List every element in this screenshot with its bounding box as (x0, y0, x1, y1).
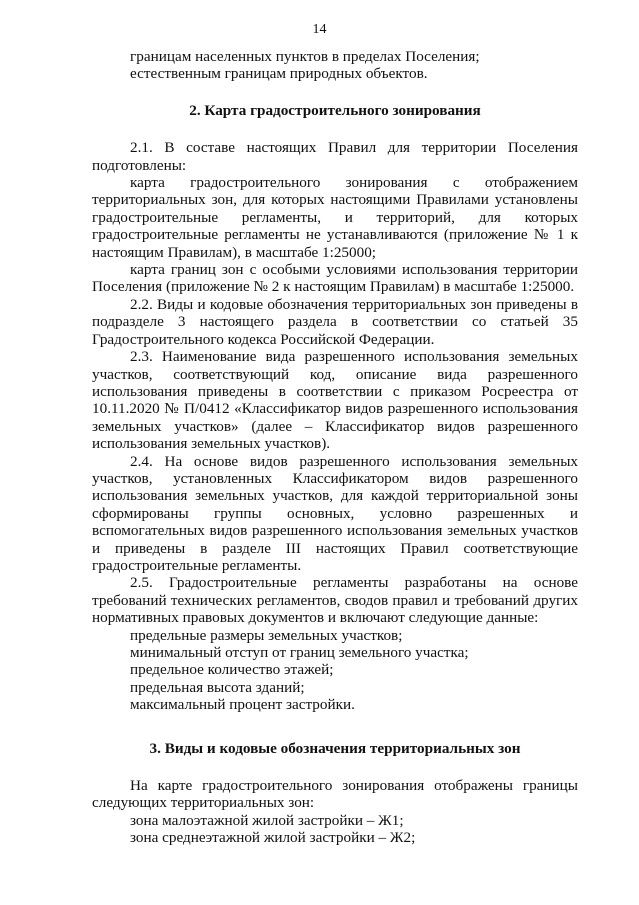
paragraph-text: Виды и кодовые обозначения территориальных зон приведены в подразделе 3 настоящего раздела в соответствии со статьей 35 Градостроительного кодекса Российской Федерации. (92, 295, 579, 348)
zone-item: зона среднеэтажной жилой застройки – Ж2; (130, 829, 416, 847)
section-heading-2: 2. Карта градостроительного зонирования (189, 101, 481, 119)
section-3-intro: На карте градостроительного зонирования отображены границы следующих территориальных зон: (92, 777, 578, 812)
list-item: предельная высота зданий; (130, 678, 305, 696)
list-item: предельные размеры земельных участков; (130, 626, 403, 644)
list-item: минимальный отступ от границ земельного участка; (130, 644, 469, 661)
paragraph-text: В составе настоящих Правил для территории Поселения подготовлены: (92, 139, 579, 174)
document-body (92, 48, 578, 847)
list-item: границам населенных пунктов в пределах Поселения; (130, 48, 480, 65)
paragraph-text: На основе видов разрешенного использования земельных участков, установленных Классификатором видов разрешенного использования земельных участков, для каждой территориальной зоны сформированы группы основных, условно разрешенных и вспомогательных видов разрешенного использования земельных участков и приведены в разделе III настоящих Правил соответствующие градостроительные регламенты. (92, 452, 579, 574)
list-item: максимальный процент застройки. (130, 696, 355, 714)
zone-item: зона малоэтажной жилой застройки – Ж1; (130, 811, 404, 829)
paragraph-2-3 (92, 348, 578, 452)
paragraph-2-2 (92, 296, 578, 348)
paragraph-number: 2.4. (130, 452, 165, 470)
list-item: естественным границам природных объектов. (130, 65, 428, 83)
paragraph-text: Градостроительные регламенты разработаны на основе требований технических регламентов, сводов правил и требований других нормативных правовых документов и включают следующие данные: (92, 574, 579, 627)
paragraph-2-5 (92, 574, 578, 626)
section-heading-3: 3. Виды и кодовые обозначения территориальных зон (149, 739, 521, 757)
paragraph-number: 2.1. (130, 139, 165, 157)
paragraph-number: 2.2. (130, 295, 158, 313)
list-item: предельное количество этажей; (130, 661, 334, 679)
page-number: 14 (312, 22, 327, 37)
paragraph-2-1 (92, 139, 578, 174)
paragraph-text: Наименование вида разрешенного использования земельных участков, соответствующий код, описание вида разрешенного использования приведены в соответствии с приказом Росреестра от 10.11.2020 № П/0412 «Классификатор видов разрешенного использования земельных участков» (далее – Классификатор видов разрешенного использования земельных участков). (92, 348, 578, 453)
paragraph-2-4 (92, 453, 578, 575)
list-item: карта градостроительного зонирования с отображением территориальных зон, для которых настоящими Правилами установлены градостроительные регламенты, и территорий, для которых градостроительные регламенты не устанавливаются (приложение № 1 к настоящим Правилам), в масштабе 1:25000; (92, 174, 578, 261)
paragraph-number: 2.3. (130, 348, 162, 366)
paragraph-number: 2.5. (130, 574, 170, 592)
list-item: карта границ зон с особыми условиями использования территории Поселения (приложение № 2 к настоящим Правилам) в масштабе 1:25000. (92, 261, 578, 296)
